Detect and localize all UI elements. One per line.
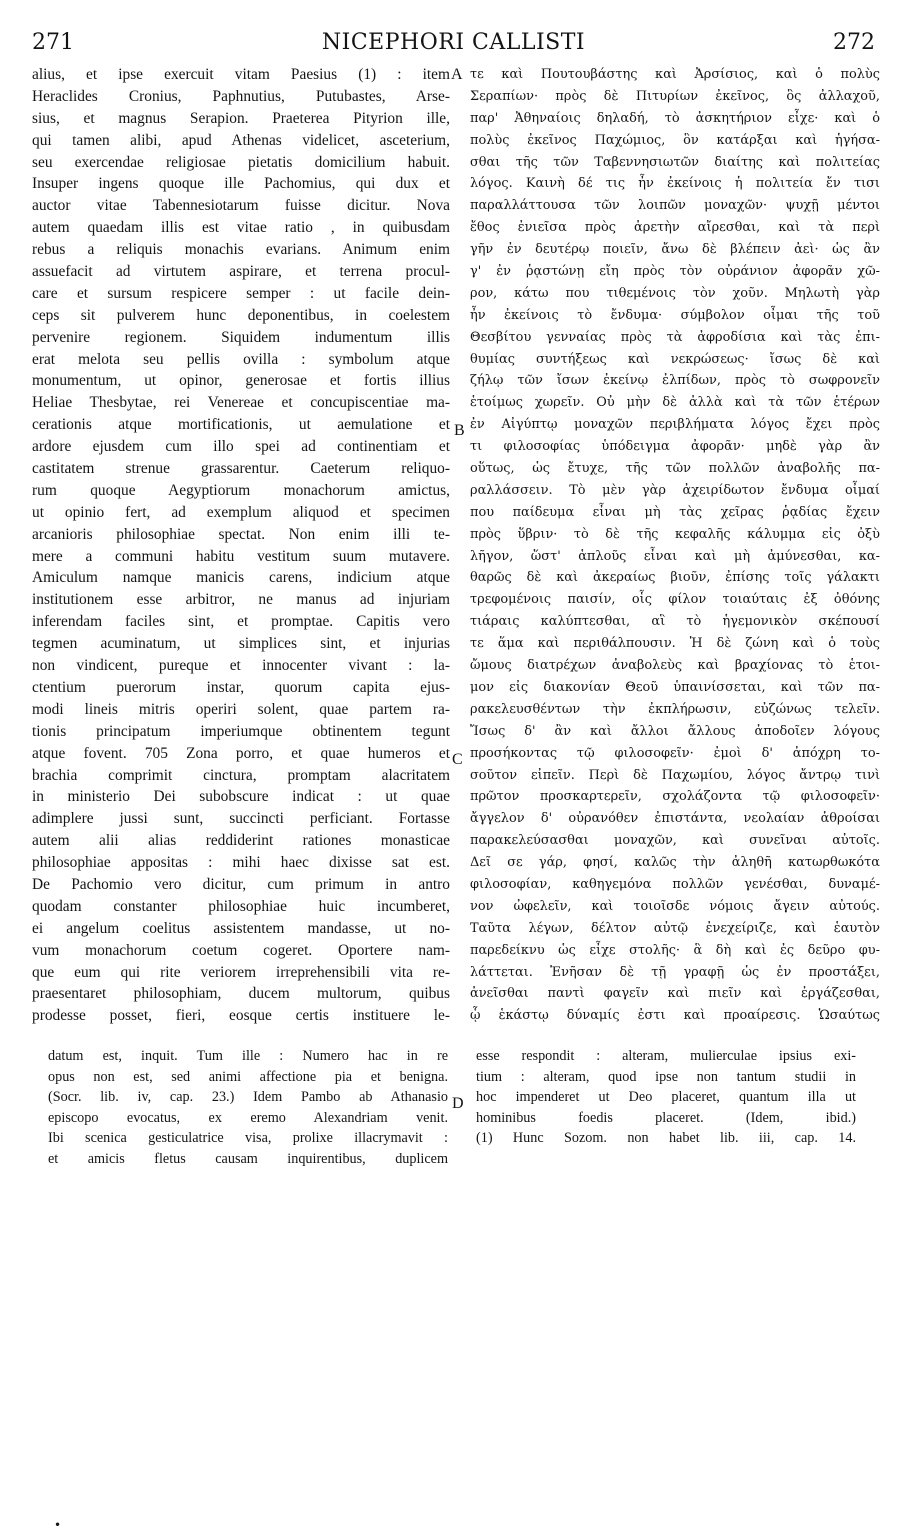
greek-text-line: ρον, κάτω που τιθεμένοις τὸν χοῦν. Μηλωτὴ γὰρ — [470, 285, 880, 301]
latin-text-line: Heraclides Cronius, Paphnutius, Putubastes, Arse- — [32, 87, 450, 105]
greek-text-line: παρεδείκνυ ὡς εἶχε στολῆς· ἃ δὴ καὶ ἐς δεῦρο φυ- — [470, 942, 880, 958]
latin-text-line: rum quoque Aegyptiorum monachorum amictus, — [32, 481, 450, 499]
footnote-line: (Socr. lib. iv, cap. 23.) Idem Pambo ab Athanasio — [48, 1089, 448, 1105]
greek-text-line: ζήλῳ τῶν ἴσων ἐκείνῳ ἐλπίδων, πρὸς τὸ σωφρονεῖν — [470, 373, 880, 389]
running-title: NICEPHORI CALLISTI — [321, 30, 586, 55]
greek-text-line: ἐν Αἰγύπτῳ μοναχῶν περιβλήματα λόγος ἔχει πρὸς — [470, 417, 880, 433]
latin-text-line: autem quaedam illis est vitae ratio , in quibusdam — [32, 219, 450, 237]
footnote-line: (1) Hunc Sozom. non habet lib. iii, cap. 14. — [476, 1130, 856, 1146]
latin-text-line: tegmen acuminatum, ut simplices sint, et injurias — [32, 635, 450, 653]
greek-text-line: Θεσβίτου γενναίας πρὸς τὰ ἀφροδίσια καὶ τὰς ἐπι- — [470, 329, 880, 345]
footnote-line: et amicis fletus causam inquirentibus, duplicem — [48, 1150, 448, 1166]
latin-text-line: vum monachorum coetum cogeret. Oportere nam- — [32, 941, 450, 959]
greek-text-line: τε καὶ Πουτουβάστης καὶ Ἀρσίσιος, καὶ ὁ πολὺς — [470, 67, 880, 82]
greek-text-line: Δεῖ σε γάρ, φησί, καλῶς τὴν ἀληθῆ κατωρθωκότα — [470, 855, 880, 871]
latin-column — [32, 64, 450, 1024]
greek-text-line: ἔθος ἐνιεῖσα πρὸς ἀρετὴν αἴρεσθαι, καὶ τὰ περὶ — [470, 220, 880, 236]
page-number-right: 272 — [833, 30, 875, 55]
greek-text-line: πρὸς ὕβριν· τὸ δὲ τῆς κεφαλῆς κάλυμμα εἰς ὀξὺ — [470, 526, 880, 542]
latin-text-line: ut opinio fert, ad exemplum aliquod et specimen — [32, 503, 450, 521]
latin-text-line: auctor vitae Tabennesiotarum fuisse dicitur. Nova — [32, 197, 450, 215]
greek-text-line: ὤμους διατρέχων ἀναβολεὺς καὶ βραχίονας τὸ ἑτοι- — [470, 658, 880, 674]
latin-text-line: assuefacit ad virtutem aspirare, et terrena procul- — [32, 263, 450, 281]
latin-text-line: alius, et ipse exercuit vitam Paesius (1) : item — [32, 66, 450, 83]
greek-text-line: ραλλάσσειν. Τὸ μὲν γὰρ ἀχειρίδωτον ἔνδυμα οἶμαί — [470, 482, 880, 498]
footnote-line: hominibus foedis placeret. (Idem, ibid.) — [476, 1109, 856, 1126]
footnotes-right — [476, 1046, 856, 1166]
greek-text-line: γῆν ἐν δευτέρῳ ποιεῖν, ἄνω δὲ βλέπειν ἀεὶ· ὡς ἂν — [470, 242, 880, 258]
footnote-line: tium : alteram, quod ipse non tantum studii in — [476, 1068, 856, 1085]
latin-text-line: inferendam faciles sint, et promptae. Capitis vero — [32, 613, 450, 631]
greek-column — [470, 64, 880, 1024]
latin-text-line: brachia comprimit cinctura, promptam alacritatem — [32, 766, 450, 784]
greek-text-line: ἄγγελον δ' οὐρανόθεν ἐπιστάντα, νεολαίαν ἀθροίσαι — [470, 811, 880, 827]
greek-text-line: θυμίας συντήξεως καὶ νεκρώσεως· ἴσως δὲ καὶ — [470, 351, 880, 367]
bottom-mark: • — [54, 1518, 62, 1532]
margin-letter-b: B — [454, 422, 465, 439]
greek-text-line: τιάραις καλύπτεσθαι, αἳ τὸ ἡγεμονικὸν σκέπουσί — [470, 614, 880, 630]
greek-text-line: τι φιλοσοφίας ὑπόδειγμα ἀφορᾶν· μηδὲ γὰρ ἂν — [470, 439, 880, 455]
footnote-line: esse respondit : alteram, mulierculae ipsius exi- — [476, 1048, 856, 1064]
latin-text-line: in ministerio Dei subobscure indicat : ut quae — [32, 788, 450, 806]
latin-text-line: philosophiae appositas : mihi haec dixisse sat est. — [32, 854, 450, 872]
greek-text-line: φιλοσοφίαν, καθηγεμόνα πολλῶν γενέσθαι, δυναμέ- — [470, 876, 880, 892]
latin-text-line: seu exercendae religiosae pietatis domicilium habuit. — [32, 153, 450, 171]
greek-text-line: πολὺς ἐκεῖνος Παχώμιος, ὃν κατάρξαι καὶ ἡγήσα- — [470, 132, 880, 148]
greek-text-line: παρ' Ἀθηναίοις δηλαδή, τὸ ἀσκητήριον εἶχε· καὶ ὁ — [470, 110, 880, 126]
latin-text-line: praesentaret philosophiam, ducem multorum, quibus — [32, 985, 450, 1003]
page-number-left: 271 — [32, 30, 74, 55]
greek-text-line: λῆγον, ὥστ' ἁπλοῦς εἶναι καὶ μὴ ἀμύνεσθαι, κα- — [470, 548, 880, 564]
latin-text-line: mere a communi habitu vestitum suum mutavere. — [32, 547, 450, 565]
footnotes-left — [48, 1046, 448, 1166]
footnote-line: hoc impenderet ut Deo placeret, quantum illa ut — [476, 1089, 856, 1105]
margin-letter-a: A — [451, 66, 463, 83]
greek-text-line: οὕτως, ὡς ἔτυχε, τῆς τῶν πολλῶν ἀναβολῆς πα- — [470, 461, 880, 477]
latin-text-line: prodesse posset, fieri, eosque certis instituere le- — [32, 1007, 450, 1024]
greek-text-line: σοῦτον εἰπεῖν. Περὶ δὲ Παχωμίου, λόγος ἄντρῳ τινὶ — [470, 767, 880, 783]
latin-text-line: pervenire regionem. Siquidem indumentum illis — [32, 328, 450, 346]
greek-text-line: ἀνεῖσθαι παντὶ φαγεῖν καὶ πιεῖν καὶ ἐργάζεσθαι, — [470, 986, 880, 1002]
latin-text-line: castitatem strenue grassarentur. Caeterum reliquo- — [32, 460, 450, 478]
latin-text-line: sius, et magnus Serapion. Praeterea Pityrion ille, — [32, 109, 450, 127]
greek-text-line: ἦν ἐκείνοις τὸ ἔνδυμα· σύμβολον οἶμαι τῆς τοῦ — [470, 307, 880, 323]
footnote-line: Ibi scenica gesticulatrice visa, prolixe illacrymavit : — [48, 1130, 448, 1146]
greek-text-line: μον εἰς διακονίαν Θεοῦ ὑπαινίσσεται, καὶ τῶν πα- — [470, 679, 880, 695]
latin-text-line: arcanioris philosophiae spectat. Non enim illi te- — [32, 525, 450, 543]
page-header — [32, 30, 875, 58]
greek-text-line: λάττεται. Ἐνῆσαν δὲ τῇ γραφῇ ὡς ἐν προστάξει, — [470, 964, 880, 980]
greek-text-line: τρεφομένοις παισίν, οἷς φίλον τοιαύταις ἐξ ὀθόνης — [470, 592, 880, 608]
footnote-line: opus non est, sed animi affectione pia et benigna. — [48, 1068, 448, 1085]
latin-text-line: autem alii alias reddiderint rationes monasticae — [32, 832, 450, 850]
greek-text-line: ρακελευσθέντων τὴν ἐκπλήρωσιν, εὐζώνως τελεῖν. — [470, 701, 880, 717]
greek-text-line: που παίδευμα εἶναι μὴ τὰς χεῖρας ῥᾳδίας ἔχειν — [470, 504, 880, 520]
greek-text-line: πρῶτον προσκαρτερεῖν, σχολάζοντα τῷ φιλοσοφεῖν· — [470, 789, 880, 805]
greek-text-line: παραλλάττουσα τῶν λοιπῶν μοναχῶν· ψυχῇ μέντοι — [470, 198, 880, 214]
latin-text-line: ctentium puerorum instar, quorum capita ejus- — [32, 678, 450, 696]
greek-text-line: σθαι τῆς τῶν Ταβεννησιωτῶν διαίτης καὶ πολιτείας — [470, 154, 880, 170]
latin-text-line: cerationis atque mortificationis, ut aemulatione et — [32, 416, 450, 434]
greek-text-line: Ταῦτα λέγων, δέλτον αὐτῷ ἐνεχείριζε, καὶ ἑαυτὸν — [470, 920, 880, 936]
greek-text-line: Σεραπίων· πρὸς δὲ Πιτυρίων ἐκεῖνος, ὃς ἀλλαχοῦ, — [470, 88, 880, 104]
greek-text-line: προσήκοντας τῷ φιλοσοφεῖν· ἐμοὶ δ' ἀπόχρη το- — [470, 745, 880, 761]
greek-text-line: θαρῶς δὲ καὶ ἀκεραίως βιοῦν, ἐπίσης τοῖς γάλακτι — [470, 570, 880, 586]
greek-text-line: γ' ἐν ῥᾳστώνῃ εἴη πρὸς τὸν οὐράνιον ἀφορᾶν χῶ- — [470, 264, 880, 280]
latin-text-line: ei angelum coelitus assistentem mandasse, ut no- — [32, 919, 450, 937]
latin-text-line: quodam constanter philosophiae huic incumberet, — [32, 897, 450, 915]
greek-text-line: ᾧ ἑκάστῳ δύναμίς ἐστι καὶ προαίρεσις. Ὡσαύτως — [470, 1008, 880, 1024]
latin-text-line: Insuper ingens quoque ille Pachomius, qui dux et — [32, 175, 450, 193]
margin-letter-d: D — [452, 1095, 464, 1112]
latin-text-line: que eum qui rite veriorem irreprehensibili vita re- — [32, 963, 450, 981]
latin-text-line: atque fovent. 705 Zona porro, et quae humeros et — [32, 744, 450, 762]
latin-text-line: ceps sit pulverem hunc deponentibus, in coelestem — [32, 306, 450, 324]
latin-text-line: De Pachomio vero dicitur, cum primum in antro — [32, 875, 450, 893]
greek-text-line: λόγος. Καινὴ δέ τις ἦν ἐκείνοις ἡ πολιτεία ἔν τισι — [470, 176, 880, 192]
latin-text-line: Amiculum namque manicis carens, indicium atque — [32, 569, 450, 587]
latin-text-line: ardore ejusdem cum illo spei ad continentiam et — [32, 438, 450, 456]
footnote-line: episcopo evocatus, ex eremo Alexandriam venit. — [48, 1109, 448, 1126]
margin-letter-c: C — [452, 751, 463, 768]
latin-text-line: qui tamen alibi, apud Athenas videlicet, asceterium, — [32, 131, 450, 149]
latin-text-line: erat melota seu pellis ovilla : symbolum atque — [32, 350, 450, 368]
latin-text-line: care et sursum respicere semper : ut facile dein- — [32, 284, 450, 302]
latin-text-line: institutionem esse arbitror, ne manus ad injuriam — [32, 591, 450, 609]
greek-text-line: νον ὠφελεῖν, καὶ τοιοῖσδε νόμοις ἄγειν αὐτούς. — [470, 898, 880, 914]
greek-text-line: παρακελεύσασθαι μοναχῶν, καὶ συνεῖναι αὐτοῖς. — [470, 833, 880, 849]
greek-text-line: τε ἅμα καὶ περιθάλπουσιν. Ἡ δὲ ζώνη καὶ ὁ τοὺς — [470, 636, 880, 652]
latin-text-line: non vindicent, pureque et innocenter vivant : la- — [32, 657, 450, 675]
latin-text-line: monumentum, ut opinor, generosae et fortis illius — [32, 372, 450, 390]
latin-text-line: Heliae Thesbytae, rei Venereae et concupiscentiae ma- — [32, 394, 450, 412]
latin-text-line: adimplere jussi sunt, succincti perficiant. Fortasse — [32, 810, 450, 828]
latin-text-line: rebus a reliquis monachis evarians. Animum enim — [32, 241, 450, 259]
greek-text-line: Ἴσως δ' ἂν καὶ ἄλλοι ἄλλους ἀποδοῖεν λόγους — [470, 723, 880, 739]
greek-text-line: ἑτοίμως χωρεῖν. Οὐ μὴν δὲ ἀλλὰ καὶ τὰ τῶν ἑτέρων — [470, 395, 880, 411]
latin-text-line: modi lineis mitris operiri solent, quae partem ra- — [32, 700, 450, 718]
footnote-line: datum est, inquit. Tum ille : Numero hac in re — [48, 1048, 448, 1064]
latin-text-line: tionis principatum imperiumque obtinentem tegunt — [32, 722, 450, 740]
